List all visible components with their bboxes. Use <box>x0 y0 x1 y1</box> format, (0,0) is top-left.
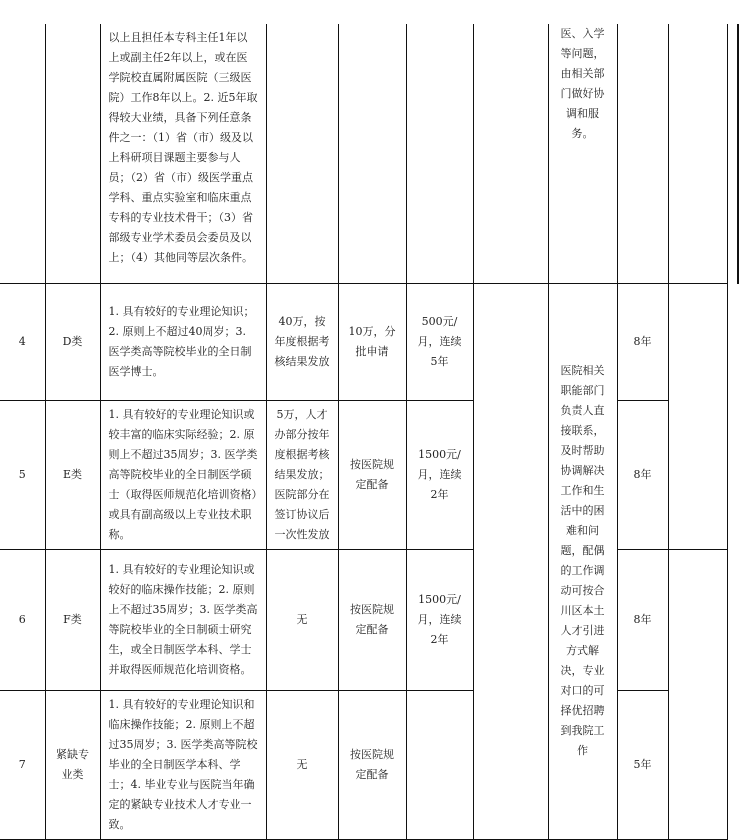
cell-subsidy <box>266 24 338 283</box>
cell-subsidy: 无 <box>266 690 338 839</box>
cell-requirements: 1. 具有较好的专业理论知识和临床操作技能；2. 原则上不超过35周岁；3. 医学类高等院校毕业的全日制医学本科、学士；4. 毕业专业与医院当年确定的紧缺专业技术人才专业一致。 <box>100 690 266 839</box>
cell-service-years: 8年 <box>617 549 668 690</box>
cell-research-fund: 按医院规定配备 <box>338 690 406 839</box>
cell-subsidy: 5万，人才办部分按年度根据考核结果发放；医院部分在签订协议后一次性发放 <box>266 400 338 549</box>
cell-service-years: 5年 <box>617 690 668 839</box>
cell-subsidy: 40万，按年度根据考核结果发放 <box>266 283 338 400</box>
cell-requirements: 1. 具有较好的专业理论知识或较丰富的临床实际经验；2. 原则上不超过35周岁；3. 医学类高等院校毕业的全日制医学硕士（取得医师规范化培训资格）或具有副高级以上专业技术职称。 <box>100 400 266 549</box>
cell-research-fund: 按医院规定配备 <box>338 549 406 690</box>
cell-category <box>45 24 100 283</box>
cell-subsidy: 无 <box>266 549 338 690</box>
cell-category: D类 <box>45 283 100 400</box>
cell-category: 紧缺专业类 <box>45 690 100 839</box>
cell-requirements: 以上且担任本专科主任1年以上或副主任2年以上，或在医学院校直属附属医院（三级医院）工作8年以上。2. 近5年取得较大业绩，具备下列任意条件之一：（1）省（市）级及以上科研项目课题主要参与人员；（2）省（市）级医学重点学科、重点实验室和临床重点专科的专业技术骨干；（3）省部级专业学术委员会委员及以上；（4）其他同等层次条件。 <box>100 24 266 283</box>
cell-no: 4 <box>0 283 45 400</box>
table-row <box>0 24 727 283</box>
cell-service-years <box>617 24 668 283</box>
cell-allowance: 1500元/月，连续2年 <box>406 549 473 690</box>
cell-requirements: 1. 具有较好的专业理论知识；2. 原则上不超过40周岁；3. 医学类高等院校毕业的全日制医学博士。 <box>100 283 266 400</box>
table-row <box>0 690 727 839</box>
cell-service-years: 8年 <box>617 283 668 400</box>
cell-housing <box>473 24 548 283</box>
cell-remark <box>668 24 727 283</box>
cell-support: 医、入学等问题，由相关部门做好协调和服务。 <box>548 24 617 283</box>
cell-no: 7 <box>0 690 45 839</box>
cell-research-fund: 按医院规定配备 <box>338 400 406 549</box>
cell-housing-merged <box>473 283 548 839</box>
table-row <box>0 283 727 400</box>
cell-allowance: 1500元/月，连续2年 <box>406 400 473 549</box>
cell-no: 5 <box>0 400 45 549</box>
cell-research-fund <box>338 24 406 283</box>
cell-category: F类 <box>45 549 100 690</box>
cell-allowance: 500元/月，连续5年 <box>406 283 473 400</box>
cell-support-merged: 医院相关职能部门负责人直接联系，及时帮助协调解决工作和生活中的困难和问题，配偶的工作调动可按合川区本土人才引进方式解决，专业对口的可择优招聘到我院工作 <box>548 283 617 839</box>
cell-remark <box>668 283 727 549</box>
cell-service-years: 8年 <box>617 400 668 549</box>
cell-category: E类 <box>45 400 100 549</box>
page-edge-divider <box>737 24 739 284</box>
cell-no <box>0 24 45 283</box>
cell-allowance <box>406 24 473 283</box>
cell-allowance <box>406 690 473 839</box>
cell-research-fund: 10万，分批申请 <box>338 283 406 400</box>
table-row <box>0 549 727 690</box>
cell-remark <box>668 549 727 839</box>
talent-policy-table <box>0 24 728 840</box>
table-row <box>0 400 727 549</box>
cell-requirements: 1. 具有较好的专业理论知识或较好的临床操作技能；2. 原则上不超过35周岁；3. 医学类高等院校毕业的全日制硕士研究生，或全日制医学本科、学士并取得医师规范化培训资格。 <box>100 549 266 690</box>
cell-no: 6 <box>0 549 45 690</box>
